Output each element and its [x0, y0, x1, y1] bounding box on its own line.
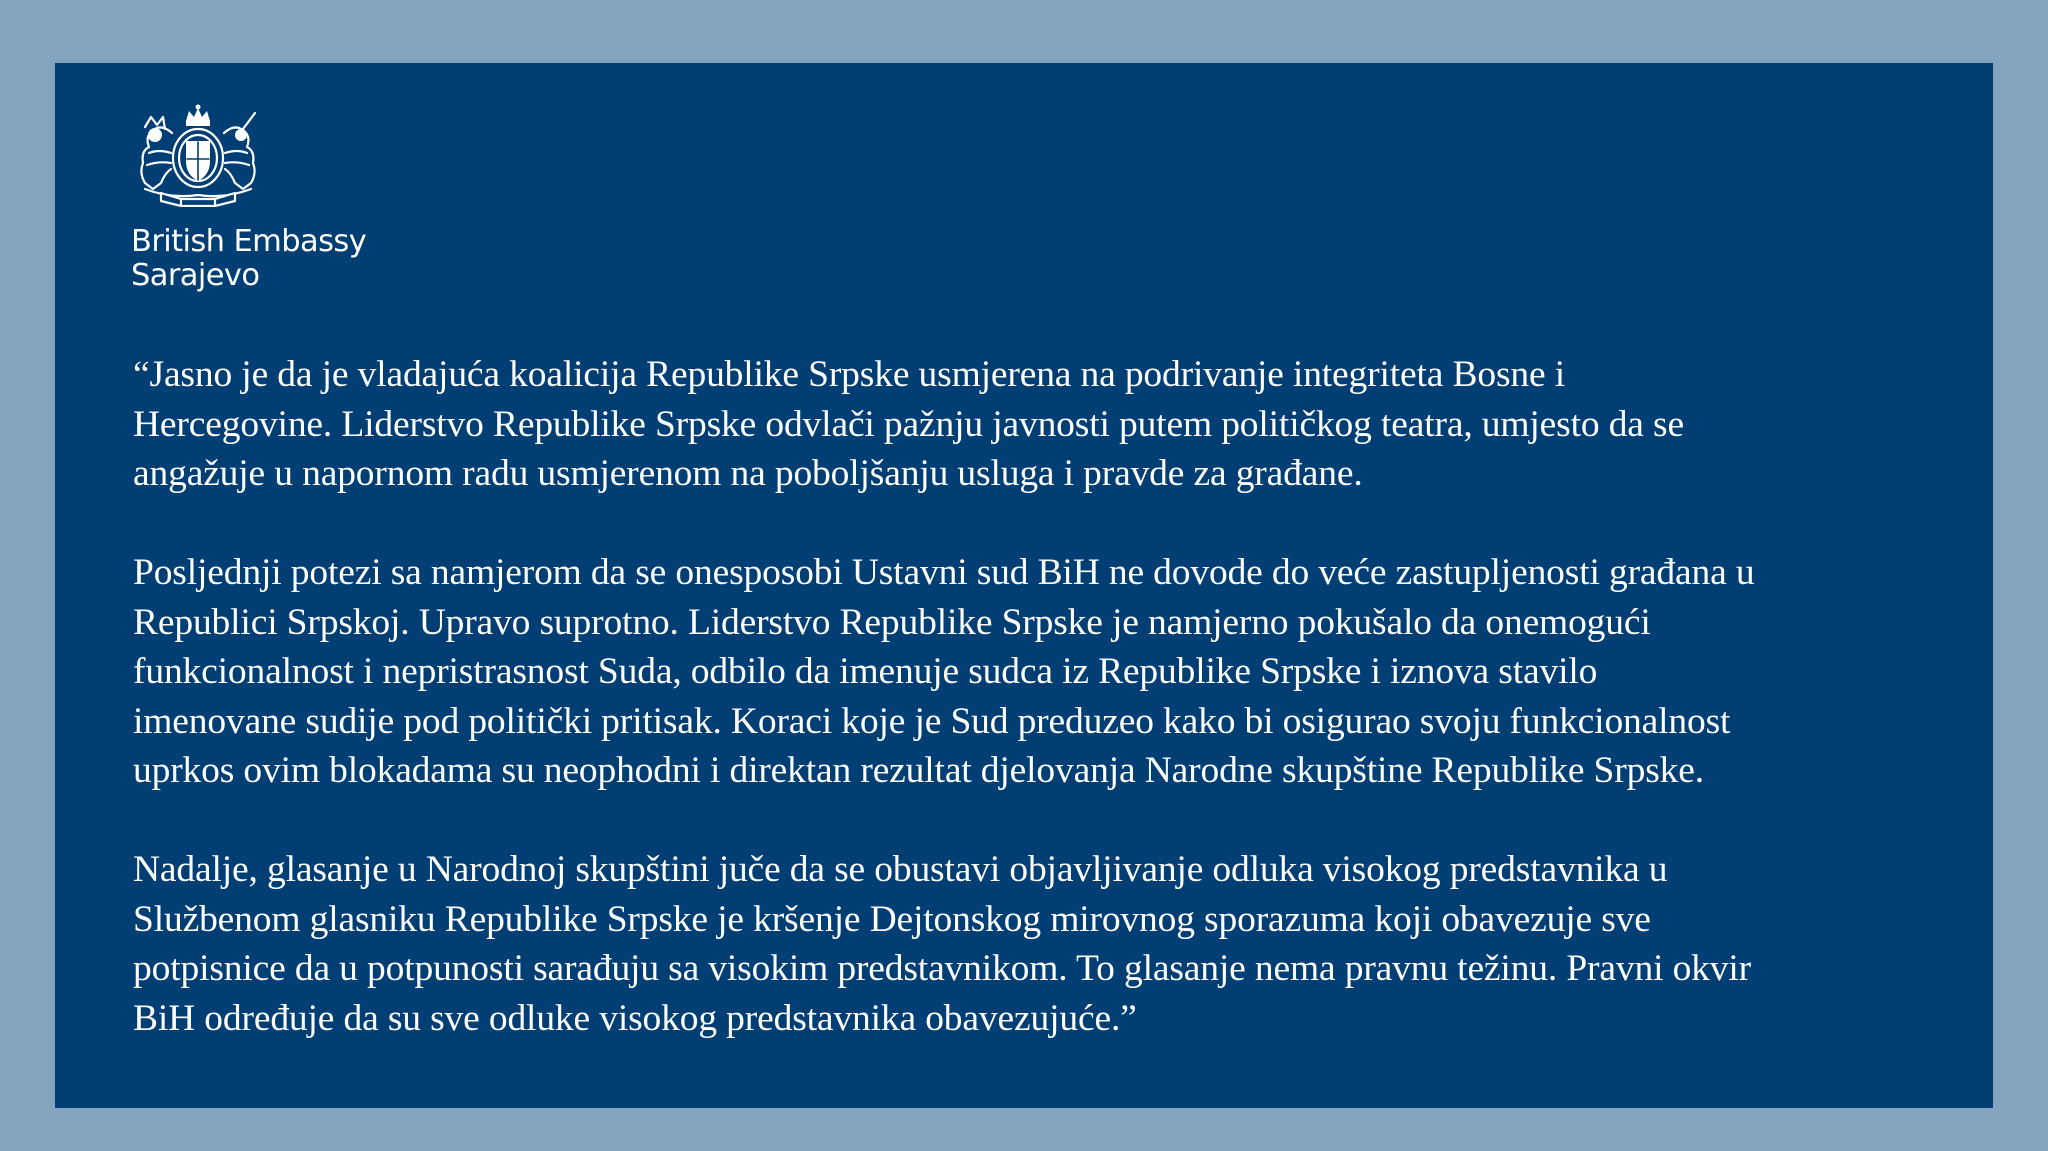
embassy-logo — [131, 103, 366, 293]
statement-panel — [55, 63, 1993, 1108]
statement-paragraph-3: Nadalje, glasanje u Narodnoj skupštini juče da se obustavi objavljivanje odluka visokog predstavnika u Službenom glasniku Republike Srpske je kršenje Dejtonskog mirovnog sporazuma koji obavezuje sve potpisnice da u potpunosti sarađuju sa visokim predstavnikom. To glasanje nema pravnu težinu. Pravni okvir BiH određuje da su sve odluke visokog predstavnika obavezujuće.” — [133, 849, 1751, 1039]
statement-body — [133, 350, 1983, 1043]
royal-coat-of-arms-icon — [131, 103, 265, 207]
embassy-name-line1: British Embassy — [131, 224, 367, 259]
embassy-name — [131, 225, 366, 293]
statement-paragraph-1: “Jasno je da je vladajuća koalicija Republike Srpske usmjerena na podrivanje integriteta Bosne i Hercegovine. Liderstvo Republike Srpske odvlači pažnju javnosti putem političkog teatra, umjesto da se angažuje u napornom radu usmjerenom na poboljšanju usluga i pravde za građane. — [133, 354, 1684, 494]
embassy-name-line2: Sarajevo — [131, 258, 260, 293]
statement-paragraph-2: Posljednji potezi sa namjerom da se onesposobi Ustavni sud BiH ne dovode do veće zastupljenosti građana u Republici Srpskoj. Upravo suprotno. Liderstvo Republike Srpske je namjerno pokušalo da onemogući funkcionalnost i nepristrasnost Suda, odbilo da imenuje sudca iz Republike Srpske i iznova stavilo imenovane sudije pod politički pritisak. Koraci koje je Sud preduzeo kako bi osigurao svoju funkcionalnost uprkos ovim blokadama su neophodni i direktan rezultat djelovanja Narodne skupštine Republike Srpske. — [133, 552, 1755, 791]
